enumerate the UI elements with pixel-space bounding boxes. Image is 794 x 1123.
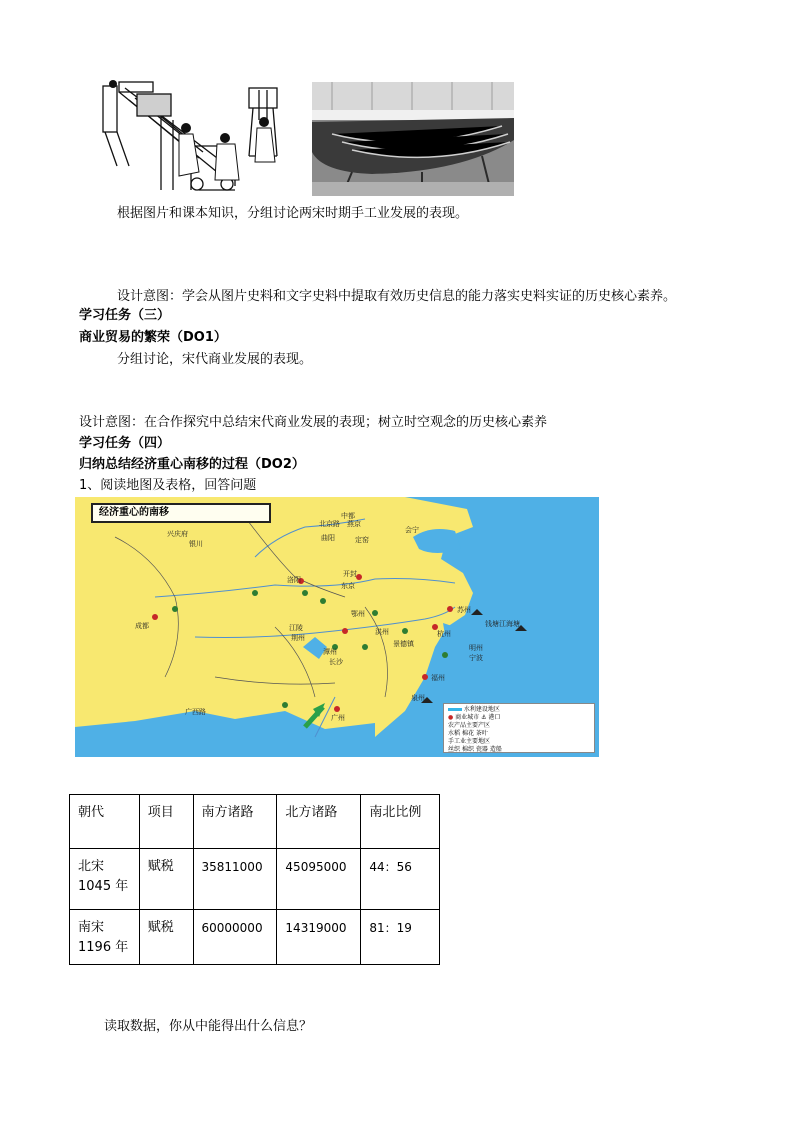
south-cell: 35811000 [193, 849, 277, 910]
map-place: 成都 [135, 622, 149, 630]
map-place: 开封 [343, 570, 357, 578]
ship-model-photo [312, 82, 514, 196]
map-place: 泉州 [411, 694, 425, 702]
north-cell: 45095000 [277, 849, 361, 910]
map-place: 定窑 [355, 536, 369, 544]
header-cell: 朝代 [70, 795, 140, 849]
map-place: 景德镇 [393, 640, 414, 648]
legend-item: 农产品主要产区 [448, 722, 491, 729]
dynasty-cell [70, 849, 140, 910]
map-place: 苏州 [457, 606, 471, 614]
city-dot-icon: ● [448, 714, 454, 721]
map-place: 鄂州 [351, 610, 365, 618]
south-cell: 60000000 [193, 910, 277, 965]
paragraph-handicraft-discussion: 根据图片和课本知识，分组讨论两宋时期手工业发展的表现。 [117, 206, 469, 221]
heading-task-4: 学习任务（四） [79, 436, 171, 451]
map-place: 燕京 [347, 520, 361, 528]
map-place: 广西路 [185, 708, 206, 716]
map-place: 北京路 [319, 520, 340, 528]
map-title: 经济重心的南移 [91, 503, 271, 523]
legend-item: 棉织 [461, 746, 474, 753]
item-cell: 赋税 [139, 910, 193, 965]
map-place: 银川 [189, 540, 203, 548]
item-cell: 赋税 [139, 849, 193, 910]
header-cell: 南方诸路 [193, 795, 277, 849]
map-place: 洛阳 [287, 576, 301, 584]
paragraph-read-map: 1、阅读地图及表格，回答问题 [79, 478, 257, 493]
dynasty-name: 南宋 [78, 920, 105, 935]
map-place: 会宁 [405, 526, 419, 534]
table-header-row [70, 795, 440, 849]
dynasty-year: 1045 年 [78, 879, 129, 894]
ratio-cell: 81：19 [361, 910, 440, 965]
map-place: 明州 [469, 644, 483, 652]
map-place: 广州 [331, 714, 345, 722]
header-cell: 北方诸路 [277, 795, 361, 849]
map-place: 钱塘江海塘 [485, 620, 520, 628]
header-cell: 南北比例 [361, 795, 440, 849]
economic-shift-map [75, 497, 599, 757]
table-row [70, 849, 440, 910]
dynasty-year: 1196 年 [78, 940, 129, 955]
tax-comparison-table [69, 794, 440, 965]
map-legend: 水利建设地区 ● 商业城市 ⚓ 港口 农产品主要产区 水稻 棉花 茶叶 手工业主要地区 丝织 棉织 瓷器 造船 [443, 703, 595, 753]
heading-economic-shift: 归纳总结经济重心南移的过程（DO2） [79, 457, 305, 472]
ratio-cell: 44：56 [361, 849, 440, 910]
map-place: 江陵 [289, 624, 303, 632]
legend-item: 水稻 [448, 730, 461, 737]
legend-item: 丝织 [448, 746, 461, 753]
legend-item: 水利建设地区 [463, 706, 500, 713]
map-place: 宁波 [469, 654, 483, 662]
heading-commerce: 商业贸易的繁荣（DO1） [79, 330, 227, 345]
paragraph-read-data-question: 读取数据，你从中能得出什么信息？ [104, 1019, 313, 1034]
map-place: 中都 [341, 512, 355, 520]
north-cell: 14319000 [277, 910, 361, 965]
legend-item: 造船 [489, 746, 502, 753]
dynasty-name: 北宋 [78, 859, 105, 874]
paragraph-design-intent-1: 设计意图：学会从图片史料和文字史料中提取有效历史信息的能力落实史料实证的历史核心素养。 [117, 289, 677, 304]
legend-item: 港口 [488, 714, 501, 721]
map-place: 兴庆府 [167, 530, 188, 538]
legend-item: 商业城市 [455, 714, 480, 721]
heading-task-3: 学习任务（三） [79, 308, 171, 323]
map-place: 长沙 [329, 658, 343, 666]
legend-item: 瓷器 [475, 746, 488, 753]
legend-item: 茶叶 [475, 730, 488, 737]
paragraph-commerce-discussion: 分组讨论，宋代商业发展的表现。 [117, 352, 313, 367]
table-row [70, 910, 440, 965]
paragraph-design-intent-2: 设计意图：在合作探究中总结宋代商业发展的表现；树立时空观念的历史核心素养 [79, 415, 548, 430]
map-place: 杭州 [437, 630, 451, 638]
dynasty-cell [70, 910, 140, 965]
map-place: 荆州 [291, 634, 305, 642]
map-place: 曲阳 [321, 534, 335, 542]
map-place: 福州 [431, 674, 445, 682]
loom-illustration [99, 80, 285, 198]
legend-item: 棉花 [461, 730, 474, 737]
legend-item: 手工业主要地区 [448, 738, 491, 745]
map-place: 潭州 [323, 648, 337, 656]
header-cell: 项目 [139, 795, 193, 849]
water-legend-swatch [448, 708, 462, 711]
map-place: 洪州 [375, 628, 389, 636]
map-place: 东京 [341, 582, 355, 590]
